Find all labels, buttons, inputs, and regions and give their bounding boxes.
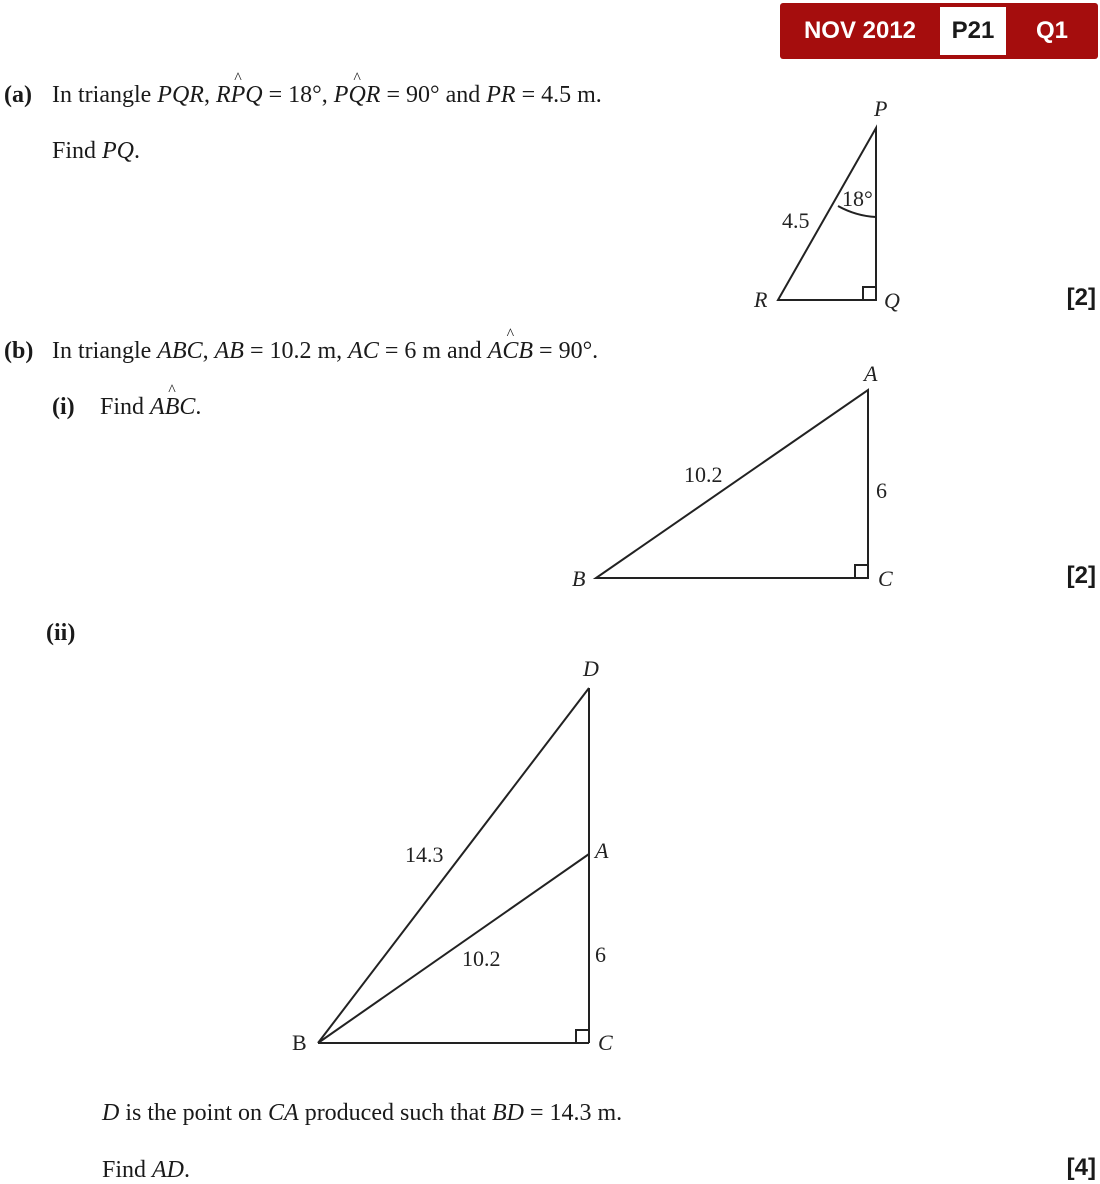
right-angle-mark-c2	[576, 1030, 589, 1043]
label-c2: C	[598, 1030, 613, 1055]
part-b-label: (b)	[4, 338, 34, 364]
angle-acb: A^ CB	[488, 338, 533, 364]
label-d: D	[583, 656, 599, 681]
label-ba-length: 10.2	[462, 946, 501, 971]
angle-abc: A^ BC	[150, 394, 195, 420]
label-ac-length-2: 6	[595, 942, 606, 967]
part-a-label: (a)	[4, 82, 32, 108]
label-q: Q	[884, 288, 900, 313]
label-bd-length: 14.3	[405, 842, 444, 867]
label-c: C	[878, 566, 893, 591]
triangle-abc	[596, 390, 868, 578]
right-angle-mark-c	[855, 565, 868, 578]
label-b: B	[572, 566, 586, 591]
right-angle-mark-q	[863, 287, 876, 300]
label-a: A	[864, 361, 878, 386]
part-b-i-marks: [2]	[1066, 562, 1096, 589]
label-b2: B	[292, 1030, 307, 1055]
label-pr-length: 4.5	[782, 208, 810, 233]
part-b-ii-statement: D is the point on CA produced such that BD = 14.3 m.	[102, 1100, 623, 1126]
part-b-statement: In triangle ABC, AB = 10.2 m, AC = 6 m and A^ CB = 90°.	[52, 338, 598, 365]
angle-rpq: R^ PQ	[216, 82, 263, 108]
label-angle-18: 18°	[842, 186, 873, 211]
question-label: Q1	[1035, 17, 1068, 44]
label-r: R	[754, 287, 768, 312]
session-label: NOV 2012	[803, 17, 917, 44]
label-ab-length: 10.2	[684, 462, 723, 487]
line-bd	[318, 688, 589, 1043]
label-ac-length: 6	[876, 478, 887, 503]
angle-pqr: P^ QR	[334, 82, 381, 108]
part-a-statement: In triangle PQR, R^ PQ = 18°, P^ QR = 90° and PR = 4.5 m.	[52, 82, 602, 109]
paper-label: P21	[940, 7, 1006, 55]
part-b-ii-find: Find AD.	[102, 1157, 191, 1183]
part-b-i-find: Find A^ BC.	[100, 394, 201, 421]
label-a2: A	[595, 838, 609, 863]
part-a-find: Find PQ.	[52, 138, 141, 164]
part-b-i-label: (i)	[52, 394, 75, 420]
part-b-ii-label: (ii)	[46, 620, 76, 646]
label-p: P	[874, 96, 888, 121]
part-a-marks: [2]	[1066, 284, 1096, 311]
part-b-ii-marks: [4]	[1066, 1154, 1096, 1181]
line-ba	[318, 854, 589, 1043]
